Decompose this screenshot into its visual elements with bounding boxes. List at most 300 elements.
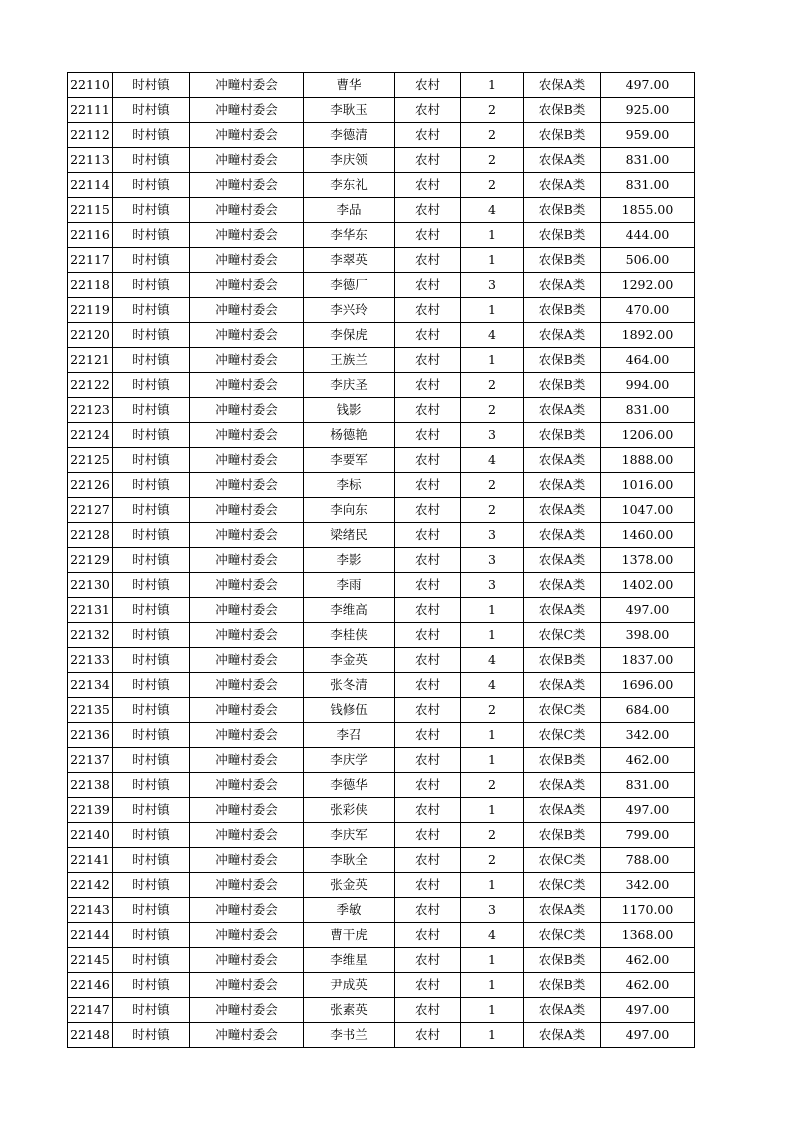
- insurance-category-cell: 农保A类: [524, 398, 601, 423]
- member-count-cell: 2: [461, 373, 524, 398]
- amount-cell: 1016.00: [601, 473, 695, 498]
- name-cell: 李庆圣: [304, 373, 395, 398]
- table-row: [68, 298, 695, 323]
- name-cell: 钱影: [304, 398, 395, 423]
- town-cell: 时村镇: [113, 298, 190, 323]
- town-cell: 时村镇: [113, 523, 190, 548]
- household-type-cell: 农村: [395, 523, 461, 548]
- town-cell: 时村镇: [113, 748, 190, 773]
- amount-cell: 470.00: [601, 298, 695, 323]
- roster-table: [67, 72, 695, 1048]
- household-type-cell: 农村: [395, 723, 461, 748]
- village-committee-cell: 冲疃村委会: [190, 223, 304, 248]
- member-count-cell: 4: [461, 923, 524, 948]
- record-id-cell: 22125: [68, 448, 113, 473]
- insurance-category-cell: 农保A类: [524, 598, 601, 623]
- amount-cell: 462.00: [601, 973, 695, 998]
- household-type-cell: 农村: [395, 798, 461, 823]
- household-type-cell: 农村: [395, 998, 461, 1023]
- insurance-category-cell: 农保B类: [524, 248, 601, 273]
- record-id-cell: 22139: [68, 798, 113, 823]
- town-cell: 时村镇: [113, 148, 190, 173]
- insurance-category-cell: 农保C类: [524, 723, 601, 748]
- insurance-category-cell: 农保A类: [524, 273, 601, 298]
- village-committee-cell: 冲疃村委会: [190, 373, 304, 398]
- household-type-cell: 农村: [395, 773, 461, 798]
- insurance-category-cell: 农保A类: [524, 173, 601, 198]
- amount-cell: 506.00: [601, 248, 695, 273]
- insurance-category-cell: 农保B类: [524, 823, 601, 848]
- amount-cell: 788.00: [601, 848, 695, 873]
- record-id-cell: 22111: [68, 98, 113, 123]
- town-cell: 时村镇: [113, 898, 190, 923]
- village-committee-cell: 冲疃村委会: [190, 323, 304, 348]
- amount-cell: 342.00: [601, 873, 695, 898]
- village-committee-cell: 冲疃村委会: [190, 748, 304, 773]
- household-type-cell: 农村: [395, 898, 461, 923]
- record-id-cell: 22143: [68, 898, 113, 923]
- town-cell: 时村镇: [113, 573, 190, 598]
- amount-cell: 1892.00: [601, 323, 695, 348]
- name-cell: 李维星: [304, 948, 395, 973]
- member-count-cell: 1: [461, 1023, 524, 1048]
- table-row: [68, 73, 695, 98]
- insurance-category-cell: 农保B类: [524, 648, 601, 673]
- amount-cell: 1170.00: [601, 898, 695, 923]
- town-cell: 时村镇: [113, 1023, 190, 1048]
- member-count-cell: 3: [461, 548, 524, 573]
- table-row: [68, 323, 695, 348]
- table-row: [68, 998, 695, 1023]
- name-cell: 李庆军: [304, 823, 395, 848]
- member-count-cell: 2: [461, 823, 524, 848]
- amount-cell: 497.00: [601, 1023, 695, 1048]
- insurance-category-cell: 农保A类: [524, 1023, 601, 1048]
- household-type-cell: 农村: [395, 498, 461, 523]
- amount-cell: 1888.00: [601, 448, 695, 473]
- name-cell: 张金英: [304, 873, 395, 898]
- record-id-cell: 22114: [68, 173, 113, 198]
- household-type-cell: 农村: [395, 748, 461, 773]
- name-cell: 李书兰: [304, 1023, 395, 1048]
- town-cell: 时村镇: [113, 223, 190, 248]
- name-cell: 梁绪民: [304, 523, 395, 548]
- household-type-cell: 农村: [395, 223, 461, 248]
- member-count-cell: 2: [461, 398, 524, 423]
- record-id-cell: 22127: [68, 498, 113, 523]
- village-committee-cell: 冲疃村委会: [190, 698, 304, 723]
- record-id-cell: 22141: [68, 848, 113, 873]
- village-committee-cell: 冲疃村委会: [190, 673, 304, 698]
- insurance-category-cell: 农保B类: [524, 973, 601, 998]
- amount-cell: 497.00: [601, 598, 695, 623]
- table-row: [68, 373, 695, 398]
- household-type-cell: 农村: [395, 448, 461, 473]
- town-cell: 时村镇: [113, 448, 190, 473]
- town-cell: 时村镇: [113, 923, 190, 948]
- table-row: [68, 598, 695, 623]
- table-row: [68, 173, 695, 198]
- village-committee-cell: 冲疃村委会: [190, 398, 304, 423]
- amount-cell: 464.00: [601, 348, 695, 373]
- insurance-category-cell: 农保A类: [524, 498, 601, 523]
- table-row: [68, 348, 695, 373]
- name-cell: 李雨: [304, 573, 395, 598]
- amount-cell: 1837.00: [601, 648, 695, 673]
- member-count-cell: 2: [461, 98, 524, 123]
- record-id-cell: 22116: [68, 223, 113, 248]
- table-row: [68, 273, 695, 298]
- record-id-cell: 22117: [68, 248, 113, 273]
- table-row: [68, 873, 695, 898]
- amount-cell: 1047.00: [601, 498, 695, 523]
- table-row: [68, 648, 695, 673]
- amount-cell: 959.00: [601, 123, 695, 148]
- household-type-cell: 农村: [395, 98, 461, 123]
- table-row: [68, 798, 695, 823]
- village-committee-cell: 冲疃村委会: [190, 948, 304, 973]
- record-id-cell: 22122: [68, 373, 113, 398]
- insurance-category-cell: 农保A类: [524, 573, 601, 598]
- record-id-cell: 22115: [68, 198, 113, 223]
- town-cell: 时村镇: [113, 873, 190, 898]
- household-type-cell: 农村: [395, 873, 461, 898]
- village-committee-cell: 冲疃村委会: [190, 598, 304, 623]
- town-cell: 时村镇: [113, 198, 190, 223]
- table-row: [68, 923, 695, 948]
- household-type-cell: 农村: [395, 973, 461, 998]
- village-committee-cell: 冲疃村委会: [190, 773, 304, 798]
- insurance-category-cell: 农保B类: [524, 948, 601, 973]
- name-cell: 钱修伍: [304, 698, 395, 723]
- table-row: [68, 473, 695, 498]
- insurance-category-cell: 农保A类: [524, 448, 601, 473]
- table-row: [68, 198, 695, 223]
- insurance-category-cell: 农保C类: [524, 848, 601, 873]
- table-row: [68, 823, 695, 848]
- member-count-cell: 3: [461, 423, 524, 448]
- record-id-cell: 22119: [68, 298, 113, 323]
- amount-cell: 497.00: [601, 73, 695, 98]
- town-cell: 时村镇: [113, 248, 190, 273]
- household-type-cell: 农村: [395, 273, 461, 298]
- amount-cell: 1368.00: [601, 923, 695, 948]
- record-id-cell: 22112: [68, 123, 113, 148]
- village-committee-cell: 冲疃村委会: [190, 1023, 304, 1048]
- village-committee-cell: 冲疃村委会: [190, 998, 304, 1023]
- amount-cell: 462.00: [601, 948, 695, 973]
- name-cell: 李耿玉: [304, 98, 395, 123]
- town-cell: 时村镇: [113, 723, 190, 748]
- amount-cell: 831.00: [601, 398, 695, 423]
- name-cell: 季敏: [304, 898, 395, 923]
- village-committee-cell: 冲疃村委会: [190, 448, 304, 473]
- record-id-cell: 22133: [68, 648, 113, 673]
- record-id-cell: 22146: [68, 973, 113, 998]
- town-cell: 时村镇: [113, 473, 190, 498]
- member-count-cell: 1: [461, 598, 524, 623]
- insurance-category-cell: 农保C类: [524, 623, 601, 648]
- member-count-cell: 1: [461, 223, 524, 248]
- insurance-category-cell: 农保A类: [524, 548, 601, 573]
- record-id-cell: 22131: [68, 598, 113, 623]
- amount-cell: 684.00: [601, 698, 695, 723]
- village-committee-cell: 冲疃村委会: [190, 898, 304, 923]
- member-count-cell: 2: [461, 123, 524, 148]
- village-committee-cell: 冲疃村委会: [190, 298, 304, 323]
- record-id-cell: 22140: [68, 823, 113, 848]
- member-count-cell: 4: [461, 673, 524, 698]
- record-id-cell: 22128: [68, 523, 113, 548]
- village-committee-cell: 冲疃村委会: [190, 198, 304, 223]
- household-type-cell: 农村: [395, 1023, 461, 1048]
- village-committee-cell: 冲疃村委会: [190, 498, 304, 523]
- town-cell: 时村镇: [113, 773, 190, 798]
- village-committee-cell: 冲疃村委会: [190, 273, 304, 298]
- amount-cell: 925.00: [601, 98, 695, 123]
- table-row: [68, 148, 695, 173]
- table-row: [68, 723, 695, 748]
- amount-cell: 1292.00: [601, 273, 695, 298]
- member-count-cell: 1: [461, 248, 524, 273]
- village-committee-cell: 冲疃村委会: [190, 548, 304, 573]
- member-count-cell: 2: [461, 698, 524, 723]
- village-committee-cell: 冲疃村委会: [190, 473, 304, 498]
- table-row: [68, 948, 695, 973]
- town-cell: 时村镇: [113, 623, 190, 648]
- village-committee-cell: 冲疃村委会: [190, 623, 304, 648]
- record-id-cell: 22137: [68, 748, 113, 773]
- member-count-cell: 3: [461, 523, 524, 548]
- village-committee-cell: 冲疃村委会: [190, 723, 304, 748]
- name-cell: 李要军: [304, 448, 395, 473]
- member-count-cell: 1: [461, 298, 524, 323]
- town-cell: 时村镇: [113, 548, 190, 573]
- household-type-cell: 农村: [395, 348, 461, 373]
- village-committee-cell: 冲疃村委会: [190, 823, 304, 848]
- household-type-cell: 农村: [395, 823, 461, 848]
- name-cell: 李庆学: [304, 748, 395, 773]
- name-cell: 李召: [304, 723, 395, 748]
- town-cell: 时村镇: [113, 273, 190, 298]
- name-cell: 曹华: [304, 73, 395, 98]
- name-cell: 王族兰: [304, 348, 395, 373]
- member-count-cell: 4: [461, 323, 524, 348]
- village-committee-cell: 冲疃村委会: [190, 573, 304, 598]
- record-id-cell: 22113: [68, 148, 113, 173]
- village-committee-cell: 冲疃村委会: [190, 798, 304, 823]
- member-count-cell: 2: [461, 173, 524, 198]
- household-type-cell: 农村: [395, 948, 461, 973]
- record-id-cell: 22120: [68, 323, 113, 348]
- record-id-cell: 22123: [68, 398, 113, 423]
- name-cell: 张冬清: [304, 673, 395, 698]
- name-cell: 李庆领: [304, 148, 395, 173]
- household-type-cell: 农村: [395, 598, 461, 623]
- name-cell: 李德厂: [304, 273, 395, 298]
- name-cell: 杨德艳: [304, 423, 395, 448]
- table-row: [68, 573, 695, 598]
- village-committee-cell: 冲疃村委会: [190, 923, 304, 948]
- insurance-category-cell: 农保A类: [524, 148, 601, 173]
- insurance-category-cell: 农保A类: [524, 73, 601, 98]
- insurance-category-cell: 农保B类: [524, 423, 601, 448]
- name-cell: 李兴玲: [304, 298, 395, 323]
- insurance-category-cell: 农保B类: [524, 223, 601, 248]
- name-cell: 李金英: [304, 648, 395, 673]
- village-committee-cell: 冲疃村委会: [190, 248, 304, 273]
- record-id-cell: 22124: [68, 423, 113, 448]
- member-count-cell: 1: [461, 748, 524, 773]
- roster-body: [68, 73, 695, 1048]
- table-row: [68, 698, 695, 723]
- name-cell: 李向东: [304, 498, 395, 523]
- insurance-category-cell: 农保A类: [524, 898, 601, 923]
- name-cell: 李桂侠: [304, 623, 395, 648]
- town-cell: 时村镇: [113, 948, 190, 973]
- town-cell: 时村镇: [113, 823, 190, 848]
- name-cell: 李德华: [304, 773, 395, 798]
- town-cell: 时村镇: [113, 973, 190, 998]
- amount-cell: 1696.00: [601, 673, 695, 698]
- member-count-cell: 1: [461, 348, 524, 373]
- amount-cell: 994.00: [601, 373, 695, 398]
- town-cell: 时村镇: [113, 323, 190, 348]
- insurance-category-cell: 农保A类: [524, 798, 601, 823]
- household-type-cell: 农村: [395, 123, 461, 148]
- village-committee-cell: 冲疃村委会: [190, 173, 304, 198]
- record-id-cell: 22132: [68, 623, 113, 648]
- household-type-cell: 农村: [395, 373, 461, 398]
- village-committee-cell: 冲疃村委会: [190, 973, 304, 998]
- member-count-cell: 2: [461, 773, 524, 798]
- name-cell: 李东礼: [304, 173, 395, 198]
- member-count-cell: 4: [461, 198, 524, 223]
- household-type-cell: 农村: [395, 673, 461, 698]
- household-type-cell: 农村: [395, 623, 461, 648]
- household-type-cell: 农村: [395, 848, 461, 873]
- amount-cell: 831.00: [601, 773, 695, 798]
- amount-cell: 1460.00: [601, 523, 695, 548]
- record-id-cell: 22118: [68, 273, 113, 298]
- town-cell: 时村镇: [113, 423, 190, 448]
- town-cell: 时村镇: [113, 673, 190, 698]
- member-count-cell: 1: [461, 723, 524, 748]
- insurance-category-cell: 农保A类: [524, 473, 601, 498]
- village-committee-cell: 冲疃村委会: [190, 848, 304, 873]
- town-cell: 时村镇: [113, 698, 190, 723]
- town-cell: 时村镇: [113, 998, 190, 1023]
- amount-cell: 1402.00: [601, 573, 695, 598]
- amount-cell: 1378.00: [601, 548, 695, 573]
- town-cell: 时村镇: [113, 648, 190, 673]
- household-type-cell: 农村: [395, 473, 461, 498]
- village-committee-cell: 冲疃村委会: [190, 98, 304, 123]
- household-type-cell: 农村: [395, 548, 461, 573]
- record-id-cell: 22147: [68, 998, 113, 1023]
- amount-cell: 462.00: [601, 748, 695, 773]
- insurance-category-cell: 农保C类: [524, 873, 601, 898]
- member-count-cell: 2: [461, 148, 524, 173]
- household-type-cell: 农村: [395, 73, 461, 98]
- member-count-cell: 1: [461, 873, 524, 898]
- household-type-cell: 农村: [395, 298, 461, 323]
- name-cell: 李维高: [304, 598, 395, 623]
- name-cell: 李翠英: [304, 248, 395, 273]
- amount-cell: 398.00: [601, 623, 695, 648]
- table-row: [68, 748, 695, 773]
- household-type-cell: 农村: [395, 173, 461, 198]
- amount-cell: 831.00: [601, 173, 695, 198]
- town-cell: 时村镇: [113, 598, 190, 623]
- town-cell: 时村镇: [113, 398, 190, 423]
- village-committee-cell: 冲疃村委会: [190, 423, 304, 448]
- member-count-cell: 2: [461, 473, 524, 498]
- amount-cell: 1206.00: [601, 423, 695, 448]
- amount-cell: 444.00: [601, 223, 695, 248]
- village-committee-cell: 冲疃村委会: [190, 123, 304, 148]
- household-type-cell: 农村: [395, 923, 461, 948]
- table-row: [68, 898, 695, 923]
- record-id-cell: 22144: [68, 923, 113, 948]
- town-cell: 时村镇: [113, 123, 190, 148]
- town-cell: 时村镇: [113, 73, 190, 98]
- member-count-cell: 1: [461, 73, 524, 98]
- table-row: [68, 223, 695, 248]
- table-row: [68, 1023, 695, 1048]
- member-count-cell: 4: [461, 648, 524, 673]
- household-type-cell: 农村: [395, 248, 461, 273]
- insurance-category-cell: 农保A类: [524, 523, 601, 548]
- insurance-category-cell: 农保C类: [524, 923, 601, 948]
- record-id-cell: 22135: [68, 698, 113, 723]
- household-type-cell: 农村: [395, 323, 461, 348]
- village-committee-cell: 冲疃村委会: [190, 348, 304, 373]
- name-cell: 尹成英: [304, 973, 395, 998]
- table-row: [68, 248, 695, 273]
- table-row: [68, 848, 695, 873]
- member-count-cell: 1: [461, 973, 524, 998]
- name-cell: 李华东: [304, 223, 395, 248]
- town-cell: 时村镇: [113, 98, 190, 123]
- member-count-cell: 3: [461, 898, 524, 923]
- name-cell: 张素英: [304, 998, 395, 1023]
- table-row: [68, 123, 695, 148]
- name-cell: 张彩侠: [304, 798, 395, 823]
- name-cell: 李品: [304, 198, 395, 223]
- insurance-category-cell: 农保B类: [524, 373, 601, 398]
- member-count-cell: 2: [461, 498, 524, 523]
- record-id-cell: 22130: [68, 573, 113, 598]
- town-cell: 时村镇: [113, 798, 190, 823]
- insurance-category-cell: 农保B类: [524, 198, 601, 223]
- household-type-cell: 农村: [395, 148, 461, 173]
- town-cell: 时村镇: [113, 848, 190, 873]
- household-type-cell: 农村: [395, 398, 461, 423]
- table-row: [68, 423, 695, 448]
- record-id-cell: 22142: [68, 873, 113, 898]
- table-row: [68, 523, 695, 548]
- town-cell: 时村镇: [113, 498, 190, 523]
- table-row: [68, 623, 695, 648]
- amount-cell: 497.00: [601, 798, 695, 823]
- amount-cell: 497.00: [601, 998, 695, 1023]
- member-count-cell: 3: [461, 273, 524, 298]
- town-cell: 时村镇: [113, 373, 190, 398]
- insurance-category-cell: 农保A类: [524, 998, 601, 1023]
- village-committee-cell: 冲疃村委会: [190, 648, 304, 673]
- insurance-category-cell: 农保B类: [524, 348, 601, 373]
